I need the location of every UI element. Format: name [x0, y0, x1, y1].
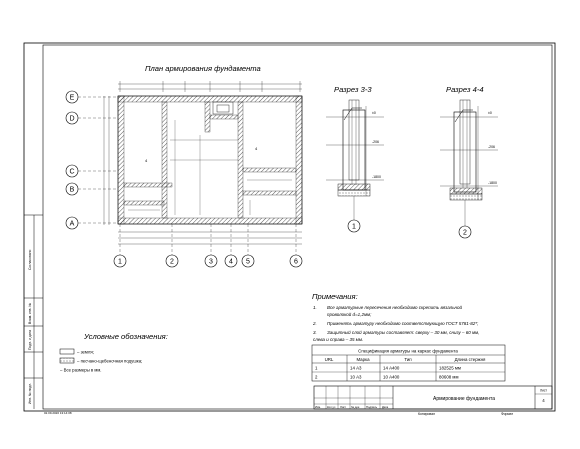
spec-header: Тип: [404, 357, 412, 362]
level-zero: ±0: [488, 111, 492, 115]
axis-B: [66, 183, 78, 195]
axis-3: [205, 255, 217, 267]
room-mark: 4: [255, 146, 258, 151]
legend-sand: – песчано-щебеночная подушка;: [77, 358, 143, 364]
svg-text:6: 6: [294, 258, 298, 266]
level-206: -206: [488, 145, 496, 149]
stamp-col: Дата: [382, 405, 389, 409]
legend-swatch-earth: [60, 349, 74, 354]
section-marker-2: 2: [463, 229, 467, 237]
side-label-agreed: Согласовано: [28, 249, 32, 270]
svg-text:E: E: [69, 94, 75, 102]
axis-4: [225, 255, 237, 267]
section-4-4: [440, 100, 498, 238]
stamp-sheet-label: Лист: [540, 388, 547, 393]
stamp-sheet-num: 4: [542, 398, 545, 403]
room-mark: 4: [145, 158, 148, 163]
note-line: Защитный слой арматуры составляет: сверху – 30 мм, снизу – 60 мм,: [327, 330, 480, 335]
svg-text:A: A: [69, 220, 75, 228]
spec-table: [312, 345, 505, 381]
side-strip: [24, 215, 43, 409]
footer-date: 02.09.2020 13:14:08: [44, 411, 72, 415]
level-zero: ±0: [372, 111, 376, 115]
notes-title: Примечания:: [312, 292, 358, 301]
stamp-col: Кол.уч: [327, 405, 336, 409]
spec-cell: 14 А3: [350, 365, 362, 371]
note-num: 3.: [313, 330, 317, 335]
spec-header: Марка: [356, 357, 370, 362]
section-marker-1: 1: [352, 223, 356, 231]
svg-text:1: 1: [118, 258, 122, 266]
level-206: -206: [372, 140, 380, 144]
spec-cell: 10 А400: [383, 374, 400, 380]
svg-text:3: 3: [209, 258, 213, 266]
axis-1: [114, 255, 126, 267]
axis-E: [66, 91, 78, 103]
stamp-format: Формат: [501, 412, 514, 416]
svg-text:4: 4: [229, 258, 233, 266]
section-4-4-title: Разрез 4-4: [446, 85, 484, 94]
axis-D: [66, 112, 78, 124]
stamp-col: Подпись: [366, 405, 378, 409]
section-3-3-title: Разрез 3-3: [334, 85, 372, 94]
stamp-copied: Копировал: [418, 412, 435, 416]
svg-text:2: 2: [170, 258, 174, 266]
notes-list: [312, 304, 479, 342]
legend-sizes: – Все размеры в мм.: [60, 367, 102, 373]
section-3-3: [326, 100, 384, 232]
spec-cell: 10 А3: [350, 374, 362, 380]
title-stamp: [314, 386, 552, 409]
spec-title: Спецификация арматуры на каркас фундамента: [358, 348, 458, 354]
spec-cell: 1: [315, 365, 318, 371]
note-line: Все арматурные пересечения необходимо скрепить вязальной: [327, 305, 463, 310]
note-num: 2.: [313, 321, 317, 326]
axis-C: [66, 165, 78, 177]
spec-cell: 2: [315, 374, 318, 380]
svg-text:C: C: [69, 168, 75, 176]
foundation-plan: [78, 81, 302, 255]
stamp-col: Изм.: [315, 405, 321, 409]
level-1800: -1800: [372, 175, 381, 179]
legend: [60, 349, 142, 373]
axis-5: [242, 255, 254, 267]
spec-header: Длина стержня: [454, 357, 486, 362]
note-line: Применять арматуру необходимо соответствующую ГОСТ 5781-82*;: [327, 321, 479, 326]
svg-text:D: D: [69, 115, 75, 123]
note-line: проволокой d=1,2мм;: [327, 312, 372, 317]
axis-6: [290, 255, 302, 267]
axis-A: [66, 217, 78, 229]
spec-header: URL: [324, 357, 334, 362]
legend-title: Условные обозначения:: [84, 332, 168, 341]
svg-text:5: 5: [246, 258, 250, 266]
spec-cell: 182525 мм: [439, 365, 461, 371]
side-label-sign-date: Подп. и дата: [28, 330, 32, 350]
stamp-col: № док.: [351, 405, 360, 409]
axis-2: [166, 255, 178, 267]
level-1800: -1800: [488, 181, 497, 185]
spec-cell: 14 А400: [383, 365, 400, 371]
legend-earth: – земля;: [77, 349, 94, 355]
spec-cell: 80608 мм: [439, 374, 459, 380]
note-line: слева и справа – 35 мм.: [313, 337, 364, 342]
legend-swatch-sand: [60, 358, 74, 363]
stamp-title: Армирование фундамента: [432, 396, 496, 402]
note-num: 1.: [313, 305, 317, 310]
stamp-col: Лист: [340, 405, 347, 409]
side-label-inv: Инв. № подл.: [28, 382, 32, 404]
side-label-replace: Взам. инв. №: [28, 302, 32, 324]
svg-text:B: B: [69, 186, 75, 194]
plan-title: План армирования фундамента: [145, 64, 261, 73]
